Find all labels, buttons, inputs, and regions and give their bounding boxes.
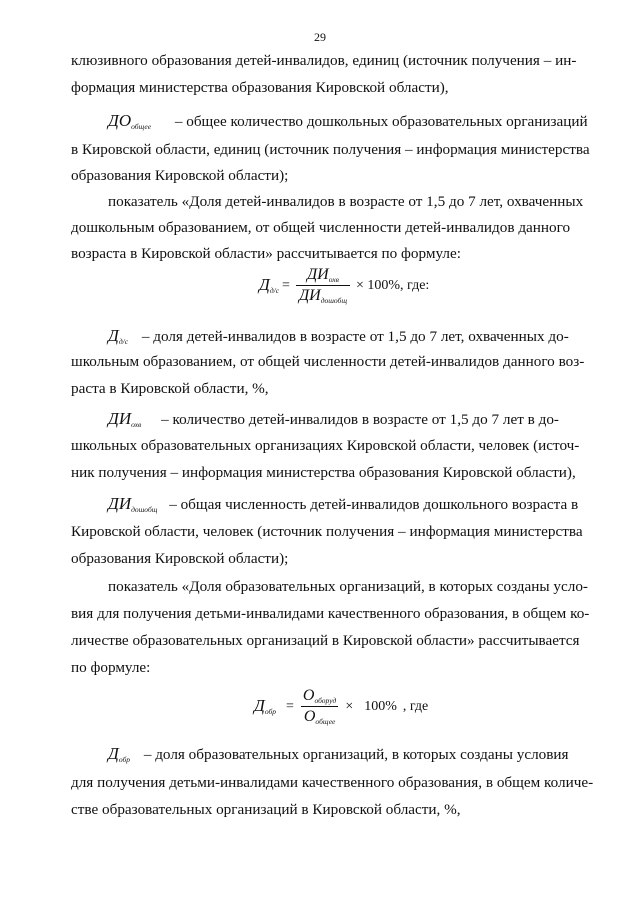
text-line: личестве образовательных организаций в Кировской области» рассчитывается xyxy=(71,632,580,649)
percent-value: 100% xyxy=(364,698,397,714)
formula-lhs: $Д_{д/с}$ xyxy=(259,275,280,296)
text-line: дошкольным образованием, от общей численности детей-инвалидов данного xyxy=(71,219,571,236)
term-d-obr: $Д_{обр}$ xyxy=(108,744,131,764)
definition-text: – количество детей-инвалидов в возрасте от 1,5 до 7 лет в до- xyxy=(161,411,559,428)
definition-line xyxy=(108,410,599,429)
formula-where: , где xyxy=(402,698,429,714)
text-line: показатель «Доля детей-инвалидов в возрасте от 1,5 до 7 лет, охваченных xyxy=(108,193,584,210)
text-line: возраста в Кировской области» рассчитывается по формуле: xyxy=(71,245,461,262)
fraction-denominator: $О_{общее}$ xyxy=(301,706,339,726)
text-line: показатель «Доля образовательных организаций, в которых созданы усло- xyxy=(108,578,588,595)
fraction-denominator: $ДИ_{дошобщ}$ xyxy=(296,285,350,305)
definition-line xyxy=(108,327,599,346)
term-di-doshobsh: $ДИ_{дошобщ}$ xyxy=(108,494,158,514)
equals-sign: = xyxy=(286,698,294,714)
multiply-sign: × xyxy=(345,698,354,714)
term-d-dc: $Д_{д/с}$ xyxy=(108,326,129,346)
formula-lhs: $Д_{обр}$ xyxy=(254,696,277,717)
term-di-ohv: $ДИ_{охв}$ xyxy=(108,409,142,429)
text-line: в Кировской области, единиц (источник получения – информация министерства xyxy=(71,141,590,158)
definition-line xyxy=(108,745,599,764)
text-line: по формуле: xyxy=(71,659,151,676)
equals-sign: = xyxy=(282,277,290,293)
formula-fraction xyxy=(300,688,339,725)
definition-text: – доля образовательных организаций, в которых созданы условия xyxy=(143,746,569,763)
formula-fraction xyxy=(296,267,350,304)
text-line: Кировской области, человек (источник получения – информация министерства xyxy=(71,523,583,540)
fraction-numerator: $ДИ_{охв}$ xyxy=(307,266,339,284)
text-line: формация министерства образования Кировской области), xyxy=(71,79,449,96)
text-line: вия для получения детьми-инвалидами качественного образования, в общем ко- xyxy=(71,605,590,622)
term-do-obshee: $ДО_{общее}$ xyxy=(108,111,152,131)
text-line: образования Кировской области); xyxy=(71,550,289,567)
text-line: стве образовательных организаций в Кировской области, %, xyxy=(71,801,461,818)
formula-share-children xyxy=(259,267,432,304)
text-line: школьным образованием, от общей численности детей-инвалидов данного воз- xyxy=(71,353,585,370)
text-line: для получения детьми-инвалидами качественного образования, в общем количе- xyxy=(71,774,594,791)
fraction-numerator: $О_{оборуд}$ xyxy=(302,687,337,705)
formula-share-organizations xyxy=(254,688,431,725)
text-line: ник получения – информация министерства образования Кировской области), xyxy=(71,464,576,481)
definition-line xyxy=(108,112,599,131)
text-line: образования Кировской области); xyxy=(71,167,289,184)
text-line: школьных образовательных организациях Кировской области, человек (источ- xyxy=(71,437,580,454)
formula-tail: × 100%, где: xyxy=(355,277,430,293)
definition-text: – общая численность детей-инвалидов дошкольного возраста в xyxy=(169,496,579,513)
definition-line xyxy=(108,495,599,514)
definition-text: – доля детей-инвалидов в возрасте от 1,5 до 7 лет, охваченных до- xyxy=(141,328,569,345)
definition-text: – общее количество дошкольных образовательных организаций xyxy=(174,113,588,130)
text-line: раста в Кировской области, %, xyxy=(71,380,269,397)
page-number: 29 xyxy=(314,30,326,44)
text-line: клюзивного образования детей-инвалидов, единиц (источник получения – ин- xyxy=(71,52,577,69)
